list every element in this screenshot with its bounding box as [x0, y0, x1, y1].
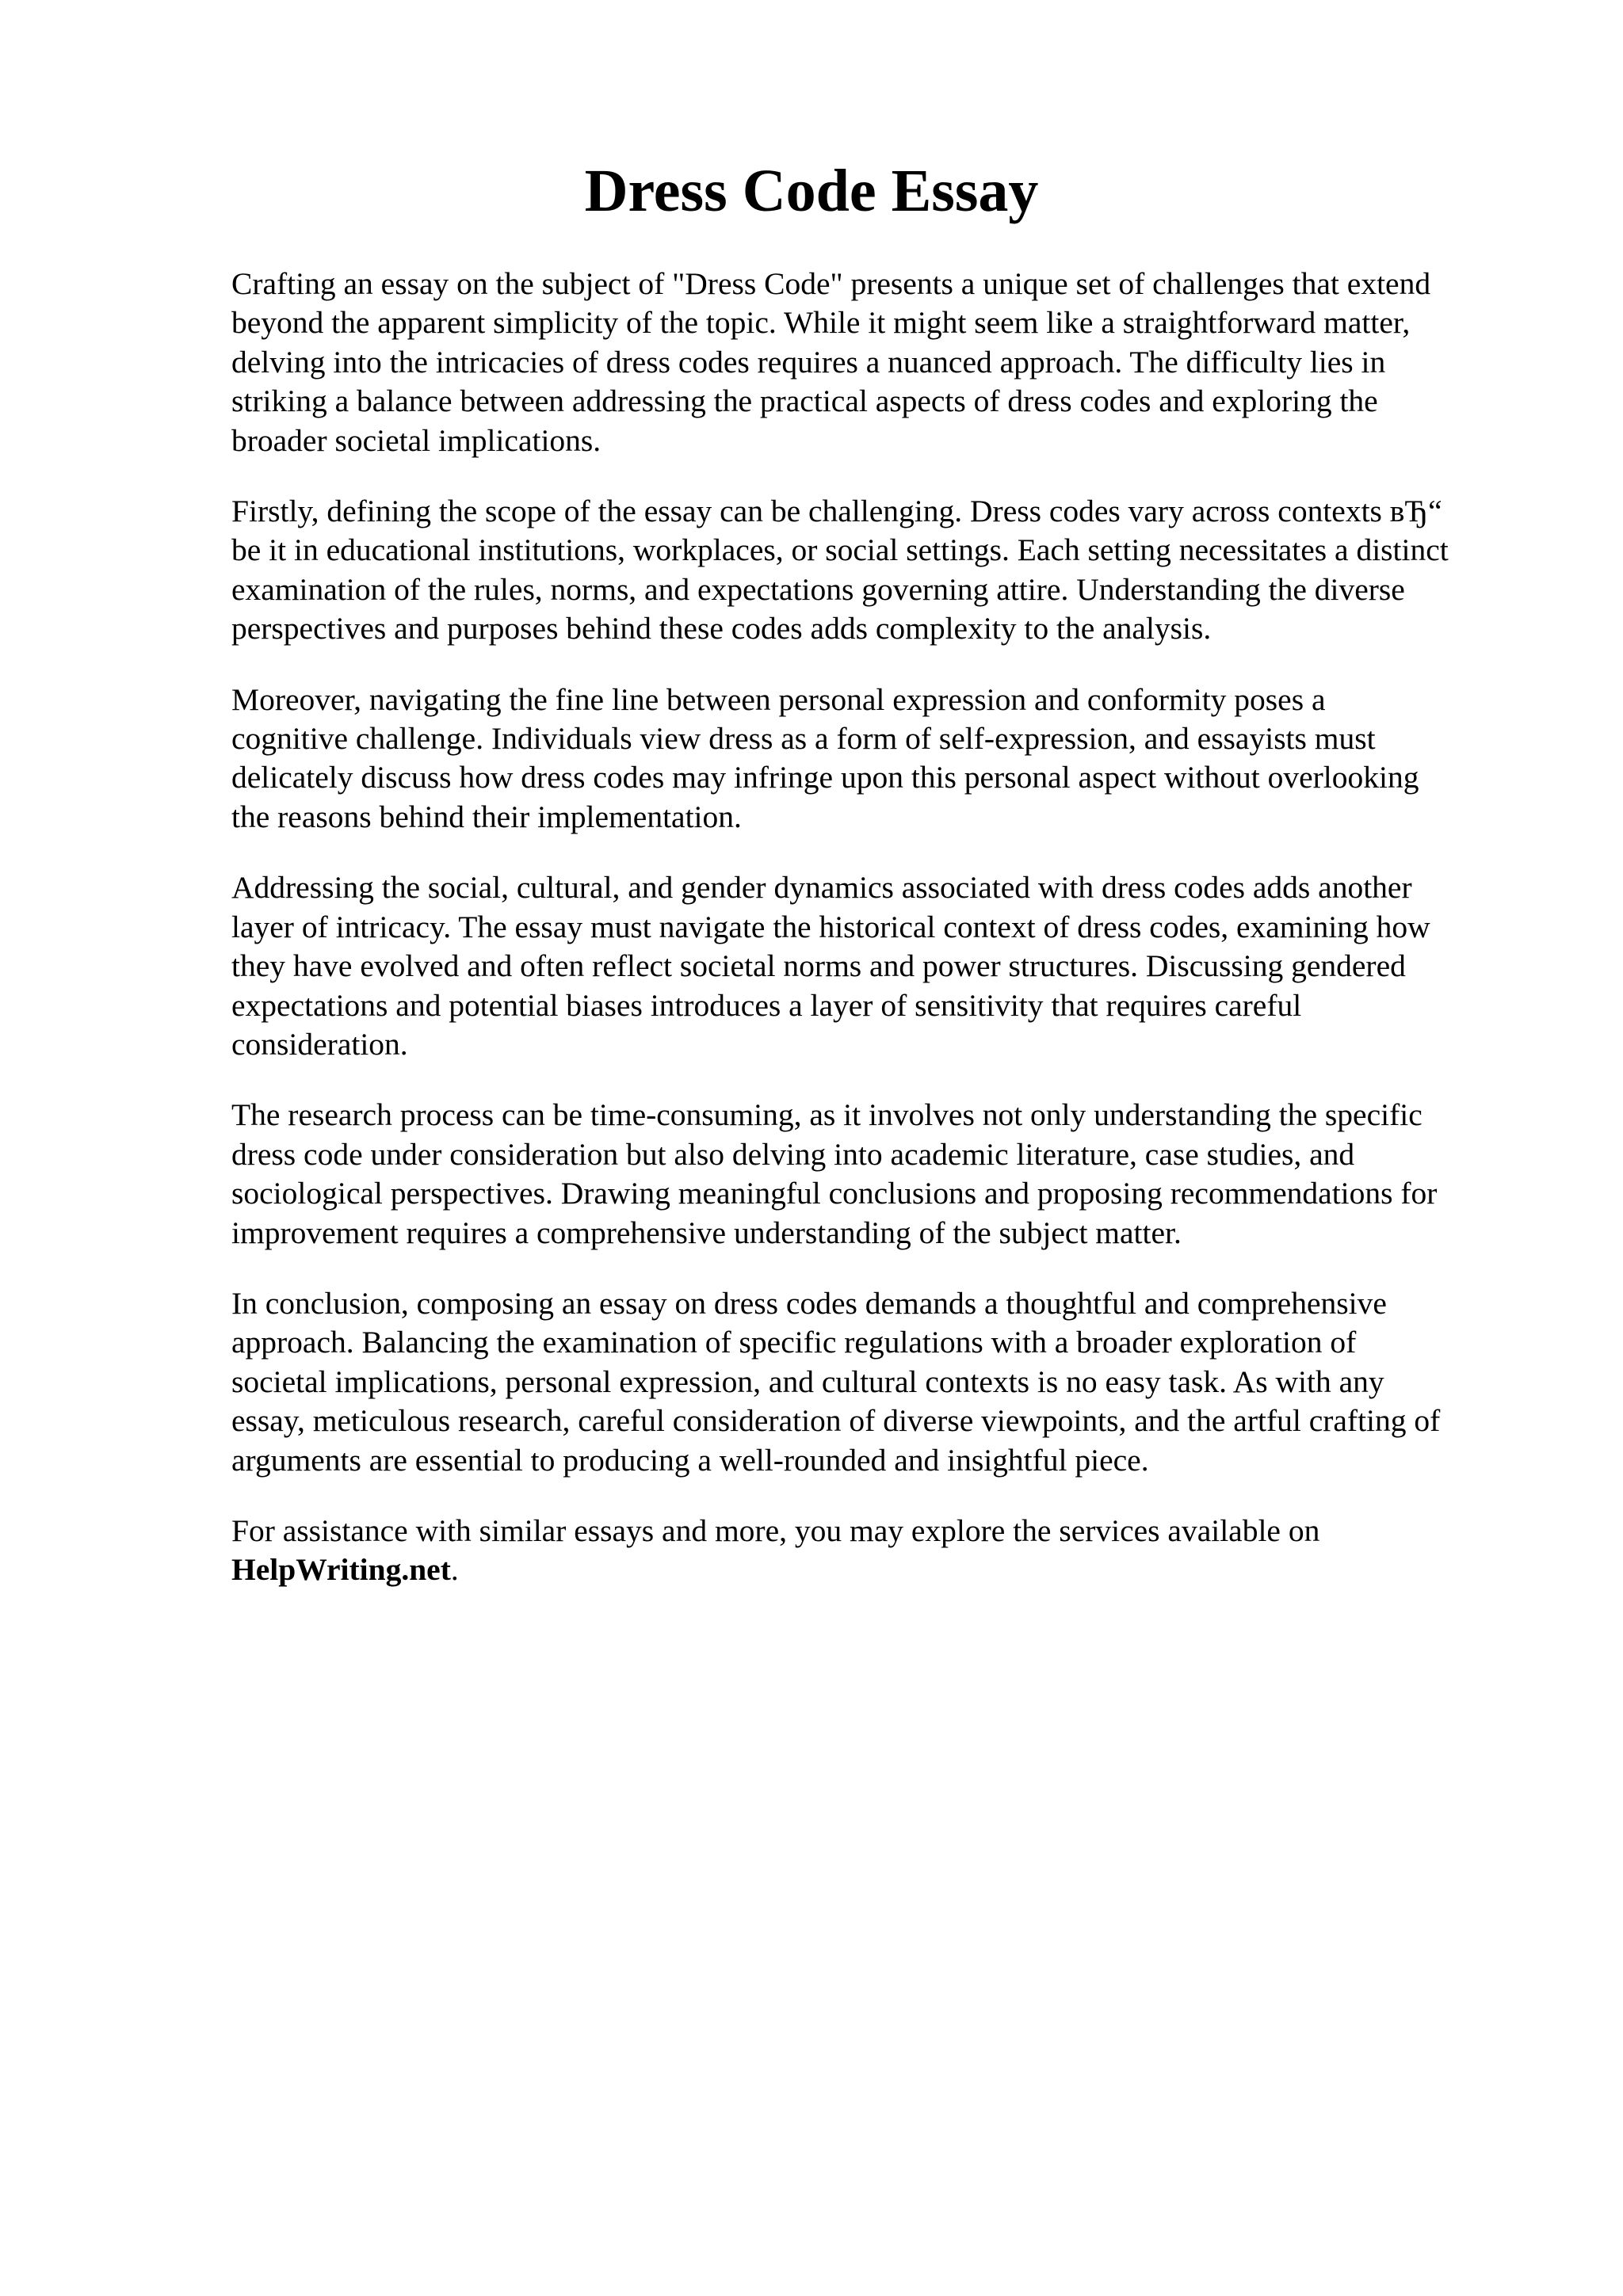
- brand-link[interactable]: HelpWriting.net: [231, 1552, 451, 1588]
- text-line: essay, meticulous research, careful consideration of diverse viewpoints, and the artful crafting of: [231, 1403, 1441, 1439]
- essay-body: [231, 265, 1531, 1622]
- text-line: The research process can be time-consuming, as it involves not only understanding the specific: [231, 1097, 1423, 1133]
- text-line: expectations and potential biases introduces a layer of sensitivity that requires careful: [231, 987, 1302, 1023]
- text-line: layer of intricacy. The essay must navigate the historical context of dress codes, examining how: [231, 909, 1430, 944]
- paragraph-2: [231, 492, 1531, 649]
- text-line: In conclusion, composing an essay on dress codes demands a thoughtful and comprehensive: [231, 1285, 1387, 1321]
- text-line: delicately discuss how dress codes may infringe upon this personal aspect without overlooking: [231, 760, 1419, 795]
- closing-paragraph: [231, 1512, 1531, 1590]
- text-line: they have evolved and often reflect societal norms and power structures. Discussing gendered: [231, 948, 1406, 984]
- text-line: improvement requires a comprehensive understanding of the subject matter.: [231, 1215, 1182, 1250]
- text-line: perspectives and purposes behind these codes adds complexity to the analysis.: [231, 611, 1212, 646]
- text-line: the reasons behind their implementation.: [231, 799, 742, 834]
- paragraph-4: [231, 868, 1531, 1064]
- text-line: beyond the apparent simplicity of the topic. While it might seem like a straightforward matter,: [231, 305, 1411, 341]
- text-line: Crafting an essay on the subject of "Dress Code" presents a unique set of challenges that extend: [231, 266, 1431, 301]
- closing-period: .: [450, 1552, 459, 1588]
- text-line: sociological perspectives. Drawing meaningful conclusions and proposing recommendations for: [231, 1176, 1438, 1211]
- paragraph-6: [231, 1284, 1531, 1480]
- page-title: Dress Code Essay: [584, 158, 1039, 224]
- text-line: arguments are essential to producing a well-rounded and insightful piece.: [231, 1442, 1149, 1478]
- text-line: examination of the rules, norms, and expectations governing attire. Understanding the diverse: [231, 571, 1405, 607]
- paragraph-3: [231, 681, 1531, 837]
- text-line: societal implications, personal expression, and cultural contexts is no easy task. As with any: [231, 1363, 1384, 1399]
- text-line: cognitive challenge. Individuals view dress as a form of self-expression, and essayists must: [231, 721, 1376, 757]
- text-line: [231, 1550, 1531, 1589]
- text-line: be it in educational institutions, workplaces, or social settings. Each setting necessitates a distinct: [231, 532, 1449, 568]
- paragraph-5: [231, 1096, 1531, 1253]
- text-line: approach. Balancing the examination of specific regulations with a broader exploration of: [231, 1325, 1357, 1360]
- text-line: consideration.: [231, 1026, 408, 1062]
- text-line: For assistance with similar essays and more, you may explore the services available on: [231, 1512, 1320, 1548]
- text-line: delving into the intricacies of dress codes requires a nuanced approach. The difficulty lies in: [231, 344, 1386, 379]
- text-line: striking a balance between addressing the practical aspects of dress codes and exploring the: [231, 383, 1378, 419]
- text-line: Addressing the social, cultural, and gender dynamics associated with dress codes adds another: [231, 870, 1412, 906]
- text-line: Moreover, navigating the fine line between personal expression and conformity poses a: [231, 681, 1326, 717]
- text-line: dress code under consideration but also delving into academic literature, case studies, and: [231, 1136, 1355, 1172]
- text-line: broader societal implications.: [231, 422, 601, 458]
- text-line: Firstly, defining the scope of the essay can be challenging. Dress codes vary across contexts вЂ“: [231, 494, 1442, 529]
- paragraph-1: [231, 265, 1531, 460]
